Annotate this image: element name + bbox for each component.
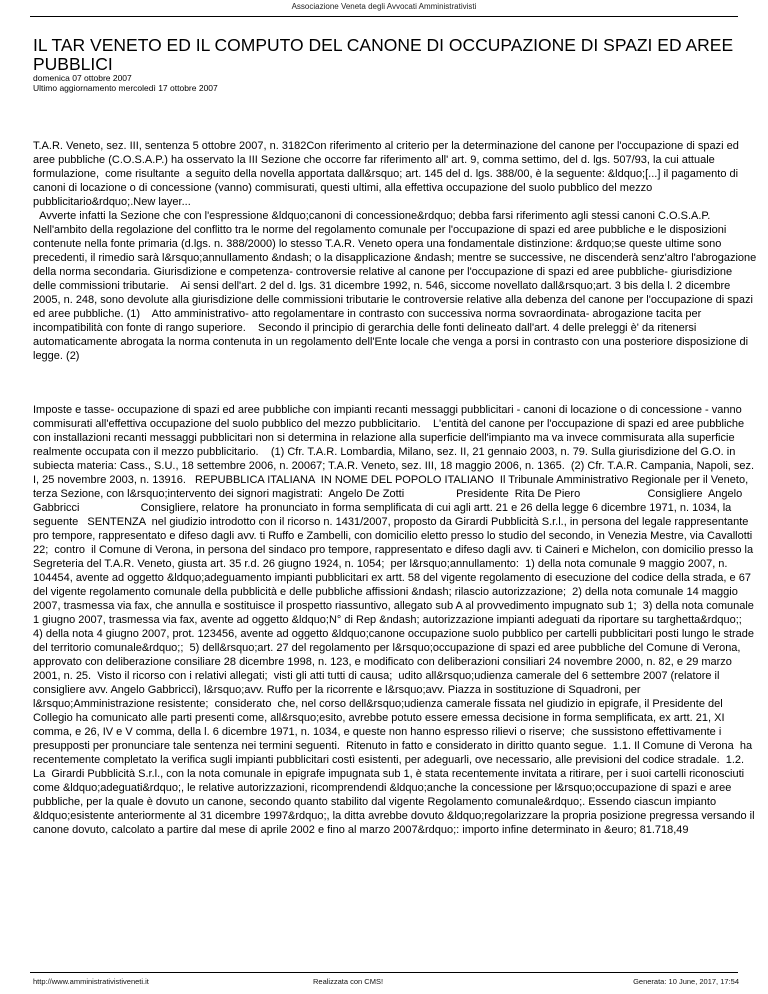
footer-cms: Realizzata con CMS!	[313, 977, 384, 986]
publish-date: domenica 07 ottobre 2007	[33, 73, 132, 83]
article-title: IL TAR VENETO ED IL COMPUTO DEL CANONE DI OCCUPAZIONE DI SPAZI ED AREE PUBBLICI	[33, 35, 734, 74]
article-meta	[33, 73, 218, 93]
header-divider	[30, 16, 738, 17]
page-footer	[33, 977, 739, 987]
site-header: Associazione Veneta degli Avvocati Amministrativisti	[291, 2, 477, 11]
article-paragraph-2: Imposte e tasse- occupazione di spazi ed aree pubbliche con impianti recanti messaggi pubblicitari - canoni di locazione o di concessione - vanno commisurati all'effettiva occupazione del suolo pubblico del mezzo pubblicitario. L'entità del canone per l'occupazione di spazi ed aree pubbliche con installazioni recanti messaggi pubblicitari non si determina in relazione alla superficie dell'impianto ma va invece commisurata alla superficie realmente occupata con il mezzo pubblicitario. (1) Cfr. T.A.R. Lombardia, Milano, sez. II, 21 gennaio 2003, n. 79. Sulla giurisdizione del G.O. in subiecta materia: Cass., S.U., 18 settembre 2006, n. 20067; T.A.R. Veneto, sez. III, 18 maggio 2006, n. 1365. (2) Cfr. T.A.R. Campania, Napoli, sez. I, 25 novembre 2003, n. 13916. REPUBBLICA ITALIANA IN NOME DEL POPOLO ITALIANO Il Tribunale Amministrativo Regionale per il Veneto, terza Sezione, con l&rsquo;intervento dei signori magistrati: Angelo De Zotti Presidente Rita De Piero Consigliere Angelo Gabbricci Consigliere, relatore ha pronunciato in forma semplificata di cui agli artt. 21 e 26 della legge 6 dicembre 1971, n. 1034, la seguente SENTENZA nel giudizio introdotto con il ricorso n. 1431/2007, proposto da Girardi Pubblicità S.r.l., in persona del legale rappresentante pro tempore, rappresentato e difeso dagli avv. ti Ruffo e Zambelli, con domicilio eletto presso lo studio del secondo, in Venezia Mestre, via Cavallotti 22; contro il Comune di Verona, in persona del sindaco pro tempore, rappresentato e difeso dagli avv. ti Caineri e Michelon, con domicilio presso la Segreteria del T.A.R. Veneto, giusta art. 35 r.d. 26 giugno 1924, n. 1054; per l&rsquo;annullamento: 1) della nota comunale 9 maggio 2007, n. 104454, avente ad oggetto &ldquo;adeguamento impianti pubblicitari ex artt. 58 del vigente regolamento di esecuzione del codice della strada, e 67 del vigente regolamento comunale della pubblicità e delle pubbliche affissioni &ndash; rilascio autorizzazione; 2) della nota comunale 14 maggio 2007, trasmessa via fax, che annulla e sostituisce il prospetto riassuntivo, allegato sub A al provvedimento impugnato sub 1; 3) della nota comunale 1 giugno 2007, trasmessa via fax, avente ad oggetto &ldquo;N° di Rep &ndash; autorizzazione impianti adeguati da riportare su targhetta&rdquo;; 4) della nota 4 giugno 2007, prot. 123456, avente ad oggetto &ldquo;canone occupazione suolo pubblico per cartelli pubblicitari posti lungo le strade del territorio comunale&rdquo;; 5) dell&rsquo;art. 27 del regolamento per l&rsquo;occupazione di spazi ed aree pubbliche del Comune di Verona, approvato con deliberazione consiliare 28 dicembre 1998, n. 123, e modificato con deliberazioni consiliari 24 novembre 2000, n. 82, e 29 marzo 2001, n. 25. Visto il ricorso con i relativi allegati; visti gli atti tutti di causa; udito all&rsquo;udienza camerale del 6 settembre 2007 (relatore il consigliere avv. Angelo Gabbricci), l&rsquo;avv. Ruffo per la ricorrente e l&rsquo;avv. Piazza in sostituzione di Squadroni, per l&rsquo;Amministrazione resistente; considerato che, nel corso dell&rsquo;udienza camerale fissata nel giudizio in epigrafe, il Presidente del Collegio ha comunicato alle parti presenti come, all&rsquo;esito, avrebbe potuto essere emessa decisione in forma semplificata, ex artt. 21, XI comma, e 26, IV e V comma, della l. 6 dicembre 1971, n. 1034, e queste non hanno espresso rilievi o riserve; che sussistono effettivamente i presupposti per pronunciare tale sentenza nei termini seguenti. Ritenuto in fatto e considerato in diritto quanto segue. 1.1. Il Comune di Verona ha recentemente completato la verifica sugli impianti pubblicitari costì esistenti, per adeguarli, ove necessario, alle previsioni del codice stradale. 1.2. La Girardi Pubblicità S.r.l., con la nota comunale in epigrafe impugnata sub 1, è stata recentemente invitata a ritirare, per i suoi cartelli riconosciuti come &ldquo;adeguati&rdquo;, le relative autorizzazioni, ricomprendendi &ldquo;anche la concessione per l&rsquo;occupazione di spazi e aree pubbliche, per la quale è dovuto un canone, secondo quanto stabilito dal vigente Regolamento comunale&rdquo;. Essendo ciascun impianto &ldquo;esistente anteriormente al 31 dicembre 1997&rdquo;, la ditta avrebbe dovuto &ldquo;regolarizzare la propria posizione pregressa versando il canone dovuto, calcolato a partire dal mese di aprile 2002 e fino al marzo 2007&rdquo;: importo infine determinato in &euro; 81.718,49	[33, 404, 758, 836]
article-paragraph-1: T.A.R. Veneto, sez. III, sentenza 5 ottobre 2007, n. 3182Con riferimento al criterio per la determinazione del canone per l'occupazione di spazi ed aree pubbliche (C.O.S.A.P.) ha osservato la III Sezione che occorre far riferimento all' art. 9, comma settimo, del d. lgs. 507/93, la cui attuale formulazione, come risultante a seguito della novella apportata dall&rsquo; art. 145 del d. lgs. 388/00, è la seguente: &ldquo;[...] il pagamento di canoni di locazione o di concessione (vanno) commisurati, questi ultimi, alla effettiva occupazione del suolo pubblico del mezzo pubblicitario&rdquo;.New layer... Avverte infatti la Sezione che con l'espressione &ldquo;canoni di concessione&rdquo; debba farsi riferimento agli stessi canoni C.O.S.A.P. Nell'ambito della regolazione del conflitto tra le norme del regolamento comunale per l'occupazione di spazi ed aree pubbliche e le disposizioni contenute nella fonte primaria (d.lgs. n. 388/2000) lo stesso T.A.R. Veneto opera una fondamentale distinzione: &rdquo;se queste ultime sono precedenti, il rimedio sarà l&rsquo;annullamento &ndash; o la disapplicazione &ndash; mentre se successive, ne discenderà senz'altro l'abrogazione della norma secondaria. Giurisdizione e competenza- controversie relative al canone per l'occupazione di spazi ed aree pubbliche- giurisdizione delle commissioni tributarie. Ai sensi dell'art. 2 del d. lgs. 31 dicembre 1992, n. 546, siccome novellato dall&rsquo;art. 3 bis della l. 2 dicembre 2005, n. 248, sono devolute alla giurisdizione delle commissioni tributarie le controversie relative alla debenza del canone per l'occupazione di spazi ed aree pubbliche. (1) Atto amministrativo- atto regolamentare in contrasto con successiva norma sovraordinata- abrogazione tacita per incompatibilità con fonte di rango superiore. Secondo il principio di gerarchia delle fonti delineato dall'art. 4 delle preleggi è' da ritenersi automaticamente abrogata la norma contenuta in un regolamento dell'Ente locale che venga a porsi in contrasto con una posteriore disposizione di legge. (2)	[33, 140, 757, 362]
last-updated: Ultimo aggiornamento mercoledì 17 ottobre 2007	[33, 83, 218, 93]
footer-url: http://www.amministrativistiveneti.it	[33, 977, 149, 986]
footer-divider	[30, 972, 738, 973]
footer-generated: Generata: 10 June, 2017, 17:54	[633, 977, 739, 986]
article-paragraph-2-container	[0, 403, 768, 946]
